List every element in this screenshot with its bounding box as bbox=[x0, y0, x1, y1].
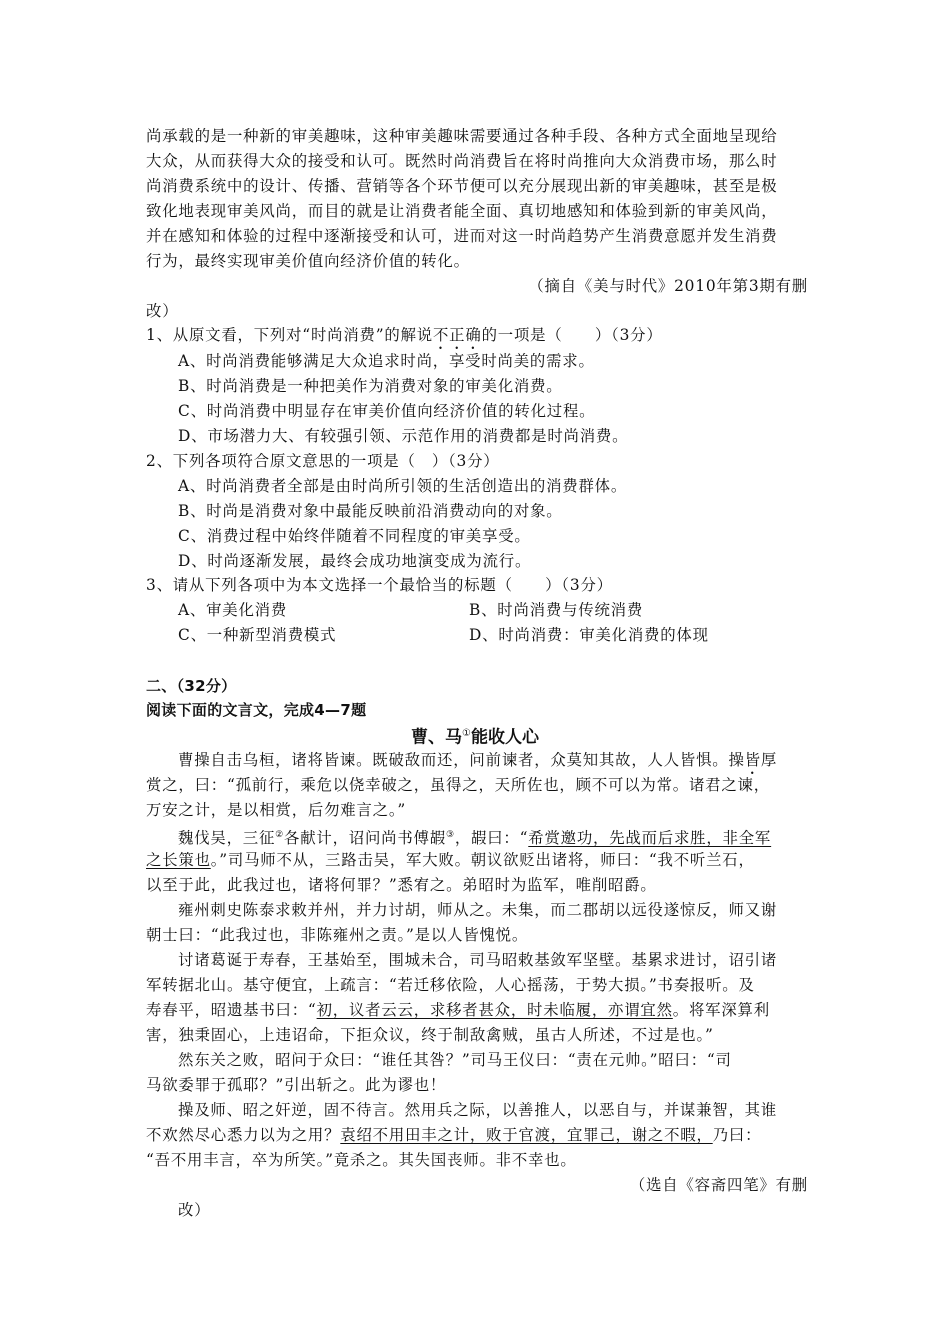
passage-line: 朝士曰：“此我过也，非陈雍州之责。”是以人皆愧悦。 bbox=[146, 926, 529, 944]
section-instruction: 阅读下面的文言文，完成4—7题 bbox=[146, 701, 367, 719]
text-run: 。将军深算利 bbox=[672, 1001, 770, 1019]
passage-line: 讨诸葛诞于寿春，王基始至，围城未合，司马昭敕基敛军坚壁。基累求进讨，诏引诸 bbox=[178, 951, 778, 969]
essay-line: 并在感知和体验的过程中逐渐接受和认可，进而对这一时尚趋势产生消费意愿并发生消费 bbox=[146, 227, 778, 245]
passage-line: 赏之，曰：“孤前行，乘危以侥幸破之，虽得之，天所佐也，顾不可以为常。诸君之谏， bbox=[146, 776, 770, 794]
question-1-option-b: B、时尚消费是一种把美作为消费对象的审美化消费。 bbox=[178, 377, 563, 395]
q1-stem-emphasis: 不正确 bbox=[432, 326, 482, 344]
essay-line: 行为，最终实现审美价值向经济价值的转化。 bbox=[146, 252, 470, 270]
text-emphasis: 皆 bbox=[744, 751, 761, 769]
text-run: 厚 bbox=[760, 751, 778, 769]
question-3-option-c: C、一种新型消费模式 bbox=[178, 626, 337, 644]
passage-line: “吾不用丰言，卒为所笑。”竟杀之。其失国丧师。非不幸也。 bbox=[146, 1151, 577, 1169]
underlined-sentence: 初，议者云云，求移者甚众，时未临履，亦谓宜然 bbox=[316, 1001, 673, 1019]
passage-line: 然东关之败，昭问于众曰：“谁任其咎？”司马王仪曰：“责在元帅。”昭曰：“司 bbox=[178, 1051, 732, 1069]
q1-stem-pre: 1、从原文看，下列对“时尚消费”的解说 bbox=[146, 326, 433, 344]
question-3-option-b: B、时尚消费与传统消费 bbox=[469, 601, 644, 619]
question-2-option-b: B、时尚是消费对象中最能反映前沿消费动向的对象。 bbox=[178, 502, 563, 520]
text-run: ，嘏曰：“ bbox=[454, 829, 529, 848]
passage-line: 害，独秉固心，上违诏命，下拒众议，终于制敌禽贼，虽古人所述，不过是也。” bbox=[146, 1026, 714, 1044]
passage-line: 雍州刺史陈泰求敕并州，并力讨胡，师从之。未集，而二郡胡以远役遂惊反，师又谢 bbox=[178, 901, 778, 919]
footnote-mark: ③ bbox=[445, 830, 455, 840]
question-1-option-c: C、时尚消费中明显存在审美价值向经济价值的转化过程。 bbox=[178, 402, 596, 420]
question-1-stem bbox=[146, 324, 663, 353]
passage-title bbox=[0, 722, 950, 750]
question-2-option-a: A、时尚消费者全部是由时尚所引领的生活创造出的消费群体。 bbox=[178, 477, 628, 495]
essay-line: 尚承载的是一种新的审美趣味，这种审美趣味需要通过各种手段、各种方式全面地呈现给 bbox=[146, 127, 778, 145]
passage-source: （选自《容斋四笔》有删 bbox=[629, 1176, 808, 1194]
text-run: 。”司马师不从，三路击吴，军大败。朝议欲贬出诸将，师曰：“我不听兰石， bbox=[210, 851, 755, 869]
text-run: 寿春平，昭遗基书曰：“ bbox=[146, 1001, 317, 1019]
question-3-option-d: D、时尚消费：审美化消费的体现 bbox=[469, 626, 709, 644]
question-2-stem: 2、下列各项符合原文意思的一项是（ ）（3分） bbox=[146, 452, 500, 470]
underlined-sentence: 袁绍不用田丰之计，败于官渡，宜罪己，谢之不暇， bbox=[340, 1126, 713, 1144]
question-3-stem: 3、请从下列各项中为本文选择一个最恰当的标题（ ）（3分） bbox=[146, 576, 613, 594]
passage-line: 万安之计，是以相赏，后勿难言之。” bbox=[146, 801, 407, 819]
passage-line bbox=[178, 824, 771, 849]
text-run: 魏伐吴，三征 bbox=[178, 829, 276, 848]
passage-line: 操及师、昭之奸逆，固不待言。然用兵之际，以善推人，以恶自与，并谋兼智，其谁 bbox=[178, 1101, 778, 1119]
essay-source-cont: 改） bbox=[146, 302, 179, 320]
title-footnote-mark: ① bbox=[462, 728, 471, 739]
passage-line: 军转据北山。基守便宜，上疏言：“若迁移依险，人心摇荡，于势大损。”书奏报听。及 bbox=[146, 976, 755, 994]
question-1-option-d: D、市场潜力大、有较强引领、示范作用的消费都是时尚消费。 bbox=[178, 427, 629, 445]
underlined-sentence: 之长策也 bbox=[146, 851, 211, 869]
passage-line bbox=[146, 1124, 761, 1146]
passage-line: 马欲委罪于孤耶？”引出斩之。此为谬也！ bbox=[146, 1076, 447, 1094]
footnote-mark: ② bbox=[275, 830, 285, 840]
text-run: 乃曰： bbox=[712, 1126, 762, 1144]
question-1-option-a: A、时尚消费能够满足大众追求时尚，享受时尚美的需求。 bbox=[178, 352, 595, 370]
title-text-cont: 能收人心 bbox=[470, 727, 539, 748]
q1-stem-post: 的一项是（ ）（3分） bbox=[481, 326, 663, 344]
question-2-option-c: C、消费过程中始终伴随着不同程度的审美享受。 bbox=[178, 527, 531, 545]
essay-line: 尚消费系统中的设计、传播、营销等各个环节便可以充分展现出新的审美趣味，甚至是极 bbox=[146, 177, 778, 195]
question-3-option-a: A、审美化消费 bbox=[178, 601, 288, 619]
passage-line bbox=[146, 849, 755, 871]
passage-source-cont: 改） bbox=[178, 1201, 211, 1219]
text-run: 各献计，诏问尚书傅嘏 bbox=[284, 829, 446, 848]
essay-line: 大众，从而获得大众的接受和认可。既然时尚消费旨在将时尚推向大众消费市场，那么时 bbox=[146, 152, 778, 170]
passage-line: 以至于此，此我过也，诸将何罪？”悉宥之。弟昭时为监军，唯削昭爵。 bbox=[146, 876, 657, 894]
title-text: 曹、马 bbox=[411, 727, 463, 748]
underlined-sentence: 希赏邀功，先战而后求胜，非全军 bbox=[528, 829, 772, 848]
essay-line: 致化地表现审美风尚，而目的就是让消费者能全面、真切地感知和体验到新的审美风尚， bbox=[146, 202, 778, 220]
text-run: 曹操自击乌桓，诸将皆谏。既破敌而还，问前谏者，众莫知其故，人人皆惧。操 bbox=[178, 751, 745, 769]
passage-line bbox=[146, 999, 770, 1021]
text-run: 不欢然尽心悉力以为之用？ bbox=[146, 1126, 341, 1144]
essay-source: （摘自《美与时代》2010年第3期有删 bbox=[528, 277, 808, 295]
question-2-option-d: D、时尚逐渐发展，最终会成功地演变成为流行。 bbox=[178, 552, 532, 570]
section-heading: 二、（32分） bbox=[146, 677, 237, 695]
